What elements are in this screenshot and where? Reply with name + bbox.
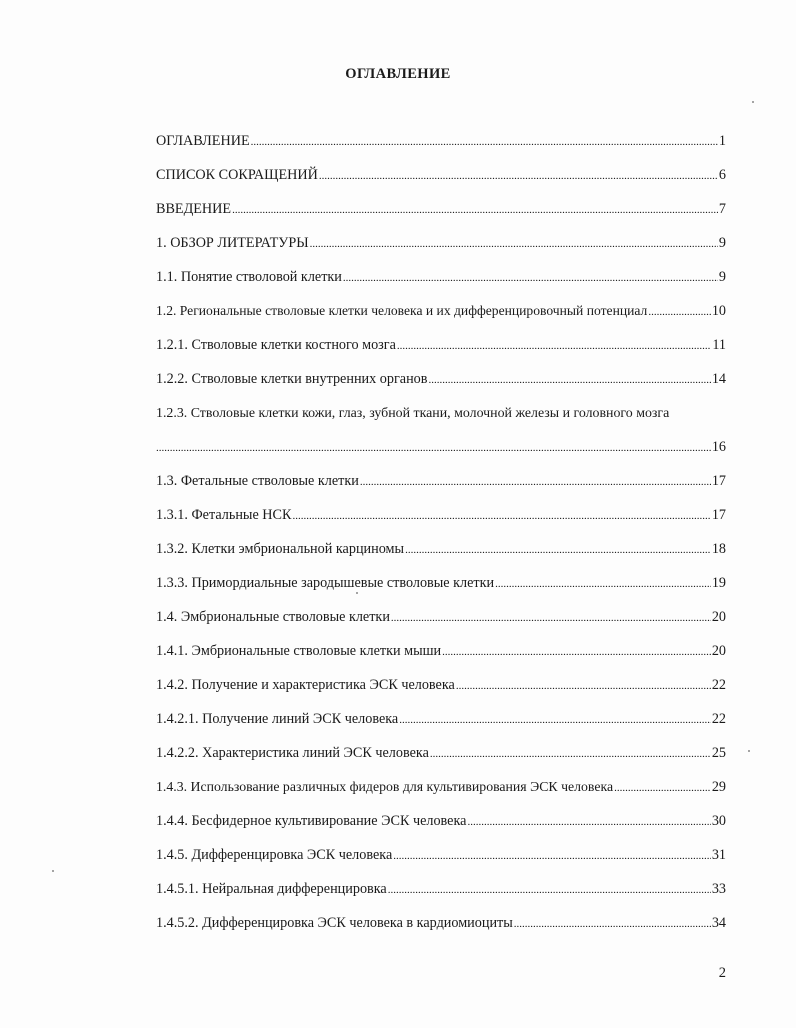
toc-entry-text: 1.3.2. Клетки эмбриональной карциномы — [156, 541, 405, 557]
toc-entry-page: 10 — [711, 303, 726, 319]
toc-entry-page: 9 — [718, 269, 726, 285]
toc-entry-text: 1.4.1. Эмбриональные стволовые клетки мыши — [156, 643, 442, 659]
toc-entry-text: 1.4.2.2. Характеристика линий ЭСК человека — [156, 745, 429, 761]
toc-entry-page: 7 — [718, 201, 726, 217]
toc-entry-text: 1.2.2. Стволовые клетки внутренних органов — [156, 371, 428, 387]
toc-entry-page: 14 — [711, 371, 726, 387]
toc-entry — [156, 634, 726, 668]
toc-entry — [156, 124, 726, 158]
toc-entry-page: 16 — [711, 439, 726, 455]
toc-entry — [156, 226, 726, 260]
toc-entry — [156, 600, 726, 634]
dot-leader — [442, 634, 711, 669]
toc-entry — [156, 158, 726, 192]
toc-entry — [156, 566, 726, 600]
toc-entry-text: 1.2. Региональные стволовые клетки человека и их дифференцировочный потенциал — [156, 303, 648, 318]
scan-speck — [52, 870, 54, 872]
scan-speck — [748, 750, 750, 752]
toc-entry — [156, 770, 726, 804]
dot-leader — [456, 668, 711, 703]
dot-leader — [428, 362, 710, 397]
toc-entry — [156, 362, 726, 396]
toc-entry — [156, 498, 726, 532]
toc-entry-text: 1.3.3. Примордиальные зародышевые стволовые клетки — [156, 575, 495, 591]
toc-entry-text: 1. ОБЗОР ЛИТЕРАТУРЫ — [156, 235, 309, 251]
toc-entry-page: 6 — [718, 167, 726, 183]
toc-entry-page: 18 — [711, 541, 726, 557]
toc-entry-text: 1.3.1. Фетальные НСК — [156, 507, 292, 523]
toc-entry-page: 22 — [711, 711, 726, 727]
toc-entry-page: 11 — [712, 337, 726, 353]
toc-entry — [156, 668, 726, 702]
toc-entry-page: 17 — [711, 473, 726, 489]
dot-leader — [405, 532, 711, 567]
toc-entry-text: ОГЛАВЛЕНИЕ — [156, 133, 250, 149]
toc-entry — [156, 804, 726, 838]
toc-entry-text: 1.4.5.2. Дифференцировка ЭСК человека в кардиомиоциты — [156, 915, 513, 931]
toc-entry-text: 1.4.2. Получение и характеристика ЭСК человека — [156, 677, 455, 693]
dot-leader — [467, 804, 710, 839]
table-of-contents — [156, 124, 726, 940]
toc-entry-text: ВВЕДЕНИЕ — [156, 201, 232, 217]
toc-entry-page: 22 — [711, 677, 726, 693]
toc-entry-text: 1.4.5. Дифференцировка ЭСК человека — [156, 847, 393, 863]
toc-entry — [156, 260, 726, 294]
toc-entry-page: 33 — [711, 881, 726, 897]
toc-entry-page: 31 — [711, 847, 726, 863]
dot-leader — [430, 736, 711, 771]
toc-entry — [156, 702, 726, 736]
toc-entry — [156, 532, 726, 566]
dot-leader — [397, 328, 711, 363]
toc-entry — [156, 736, 726, 770]
toc-entry — [156, 192, 726, 226]
dot-leader — [399, 702, 711, 737]
scan-speck — [752, 101, 754, 103]
toc-entry-text: 1.4. Эмбриональные стволовые клетки — [156, 609, 390, 625]
dot-leader — [232, 192, 718, 227]
toc-entry-text: 1.4.3. Использование различных фидеров для культивирования ЭСК человека — [156, 779, 614, 794]
dot-leader — [495, 566, 711, 601]
dot-leader — [614, 770, 711, 805]
dot-leader — [391, 600, 711, 635]
toc-entry — [156, 906, 726, 940]
toc-entry-page: 20 — [711, 609, 726, 625]
toc-entry-text: 1.4.2.1. Получение линий ЭСК человека — [156, 711, 399, 727]
toc-entry-page: 9 — [718, 235, 726, 251]
toc-entry-page: 17 — [711, 507, 726, 523]
dot-leader — [319, 158, 718, 193]
page-title: ОГЛАВЛЕНИЕ — [345, 66, 451, 82]
dot-leader — [343, 260, 718, 295]
toc-entry-text: 1.3. Фетальные стволовые клетки — [156, 473, 359, 489]
toc-entry-text: 1.2.1. Стволовые клетки костного мозга — [156, 337, 396, 353]
toc-entry-text: 1.1. Понятие стволовой клетки — [156, 269, 342, 285]
toc-entry-text: 1.2.3. Стволовые клетки кожи, глаз, зубной ткани, молочной железы и головного мозга — [156, 406, 670, 421]
dot-leader — [388, 872, 711, 907]
toc-entry-page: 25 — [711, 745, 726, 761]
toc-entry-page: 20 — [711, 643, 726, 659]
toc-entry-page: 29 — [711, 779, 726, 795]
dot-leader — [292, 498, 710, 533]
scan-speck — [356, 592, 358, 594]
dot-leader — [310, 226, 718, 261]
toc-entry-page: 34 — [711, 915, 726, 931]
dot-leader — [156, 430, 711, 465]
page-number: 2 — [718, 965, 726, 981]
toc-entry — [156, 838, 726, 872]
toc-entry-text: СПИСОК СОКРАЩЕНИЙ — [156, 167, 318, 183]
toc-entry — [156, 872, 726, 906]
toc-entry — [156, 294, 726, 328]
dot-leader — [251, 124, 718, 159]
toc-entry-text: 1.4.5.1. Нейральная дифференцировка — [156, 881, 387, 897]
toc-entry — [156, 396, 726, 464]
toc-entry — [156, 328, 726, 362]
toc-entry — [156, 464, 726, 498]
dot-leader — [514, 906, 711, 941]
dot-leader — [393, 838, 711, 873]
dot-leader — [360, 464, 711, 499]
dot-leader — [648, 294, 710, 329]
toc-entry-text: 1.4.4. Бесфидерное культивирование ЭСК человека — [156, 813, 467, 829]
toc-entry-page: 19 — [711, 575, 726, 591]
toc-entry-page: 30 — [711, 813, 726, 829]
toc-entry-page: 1 — [718, 133, 726, 149]
